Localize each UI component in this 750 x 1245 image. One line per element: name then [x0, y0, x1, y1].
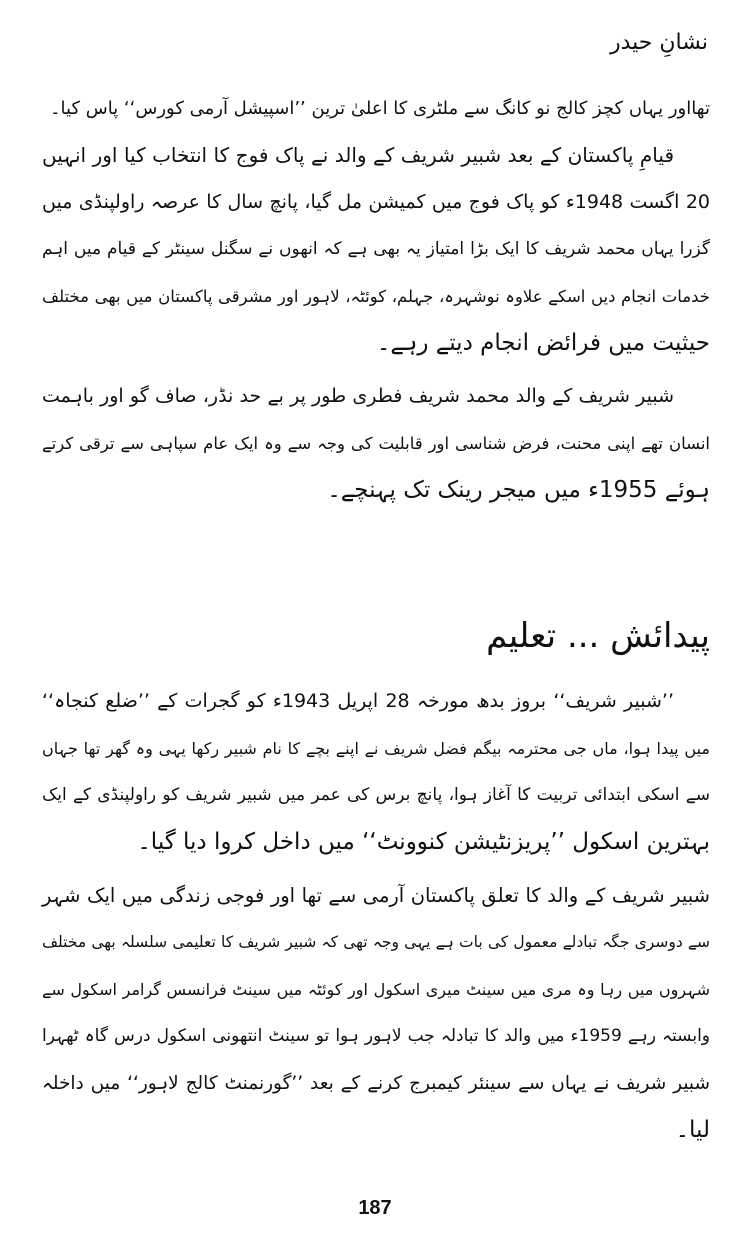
text-line: حیثیت میں فرائض انجام دیتے رہے۔	[376, 330, 710, 356]
text-line: شبیر شریف کے والد کا تعلق پاکستان آرمی سے تھا اور فوجی زندگی میں ایک شہر	[42, 884, 710, 907]
section-heading: پیدائش ... تعلیم	[486, 616, 710, 656]
text-line: ’’شبیر شریف‘‘ بروز بدھ مورخہ 28 اپریل 1943ء کو گجرات کے ’’ضلع کنجاہ‘‘	[42, 690, 674, 712]
text-line: ہوئے 1955ء میں میجر رینک تک پہنچے۔	[327, 477, 710, 503]
text-line: خدمات انجام دیں اسکے علاوہ نوشہرہ، جہلم، کوئٹہ، لاہور اور مشرقی پاکستان میں بھی مختلف	[42, 287, 710, 306]
text-line: تھااور یہاں کچز کالج نو کانگ سے ملٹری کا اعلیٰ ترین ’’اسپیشل آرمی کورس‘‘ پاس کیا۔	[49, 98, 710, 119]
page-number: 187	[358, 1197, 392, 1219]
text-line: شہروں میں رہا وہ مری میں سینٹ میری اسکول اور کوئٹہ میں سینٹ فرانسس گرامر اسکول سے	[42, 980, 710, 999]
paragraph-5	[42, 872, 710, 1154]
text-line: سے اسکی ابتدائی تربیت کا آغاز ہوا، پانچ برس کی عمر میں شبیر شریف کو راولپنڈی کے ایک	[42, 785, 710, 805]
text-line: میں پیدا ہوا، ماں جی محترمہ بیگم فضل شریف نے اپنے بچے کا نام شبیر رکھا یہی وہ گھر تھا جہاں	[42, 739, 710, 758]
text-line: انسان تھے اپنی محنت، فرض شناسی اور قابلیت کی وجہ سے وہ ایک عام سپاہی سے ترقی کرتے	[42, 434, 710, 453]
text-line: لیا۔	[675, 1117, 710, 1143]
text-line: سے دوسری جگہ تبادلے معمول کی بات ہے یہی وجہ تھی کہ شبیر شریف کا تعلیمی سلسلہ بھی مختلف	[42, 933, 710, 951]
text-line: شبیر شریف کے والد محمد شریف فطری طور پر بے حد نڈر، صاف گو اور باہمت	[42, 385, 674, 407]
text-line: 20 اگست 1948ء کو پاک فوج میں کمیشن مل گیا، پانچ سال کا عرصہ راولپنڈی میں	[42, 191, 710, 213]
paragraph-1	[42, 85, 710, 132]
text-line: قیامِ پاکستان کے بعد شبیر شریف کے والد نے پاک فوج کا انتخاب کیا اور انہیں	[42, 143, 674, 167]
paragraph-4	[42, 678, 710, 866]
text-line: گزرا یہاں محمد شریف کا ایک بڑا امتیاز یہ بھی ہے کہ انھوں نے سگنل سینٹر کے قیام میں اہم	[42, 239, 710, 259]
paragraph-2	[42, 132, 710, 367]
running-header: نشانِ حیدر	[609, 30, 708, 55]
paragraph-3	[42, 373, 710, 514]
text-line: شبیر شریف نے یہاں سے سینئر کیمبرج کرنے کے بعد ’’گورنمنٹ کالج لاہور‘‘ میں داخلہ	[42, 1073, 710, 1094]
text-line: وابستہ رہے 1959ء میں والد کا تبادلہ جب لاہور ہوا تو سینٹ انتھونی اسکول درس گاہ ٹھہرا	[42, 1026, 710, 1046]
text-line: بہترین اسکول ’’پریزنٹیشن کنوونٹ‘‘ میں داخل کروا دیا گیا۔	[137, 829, 710, 855]
